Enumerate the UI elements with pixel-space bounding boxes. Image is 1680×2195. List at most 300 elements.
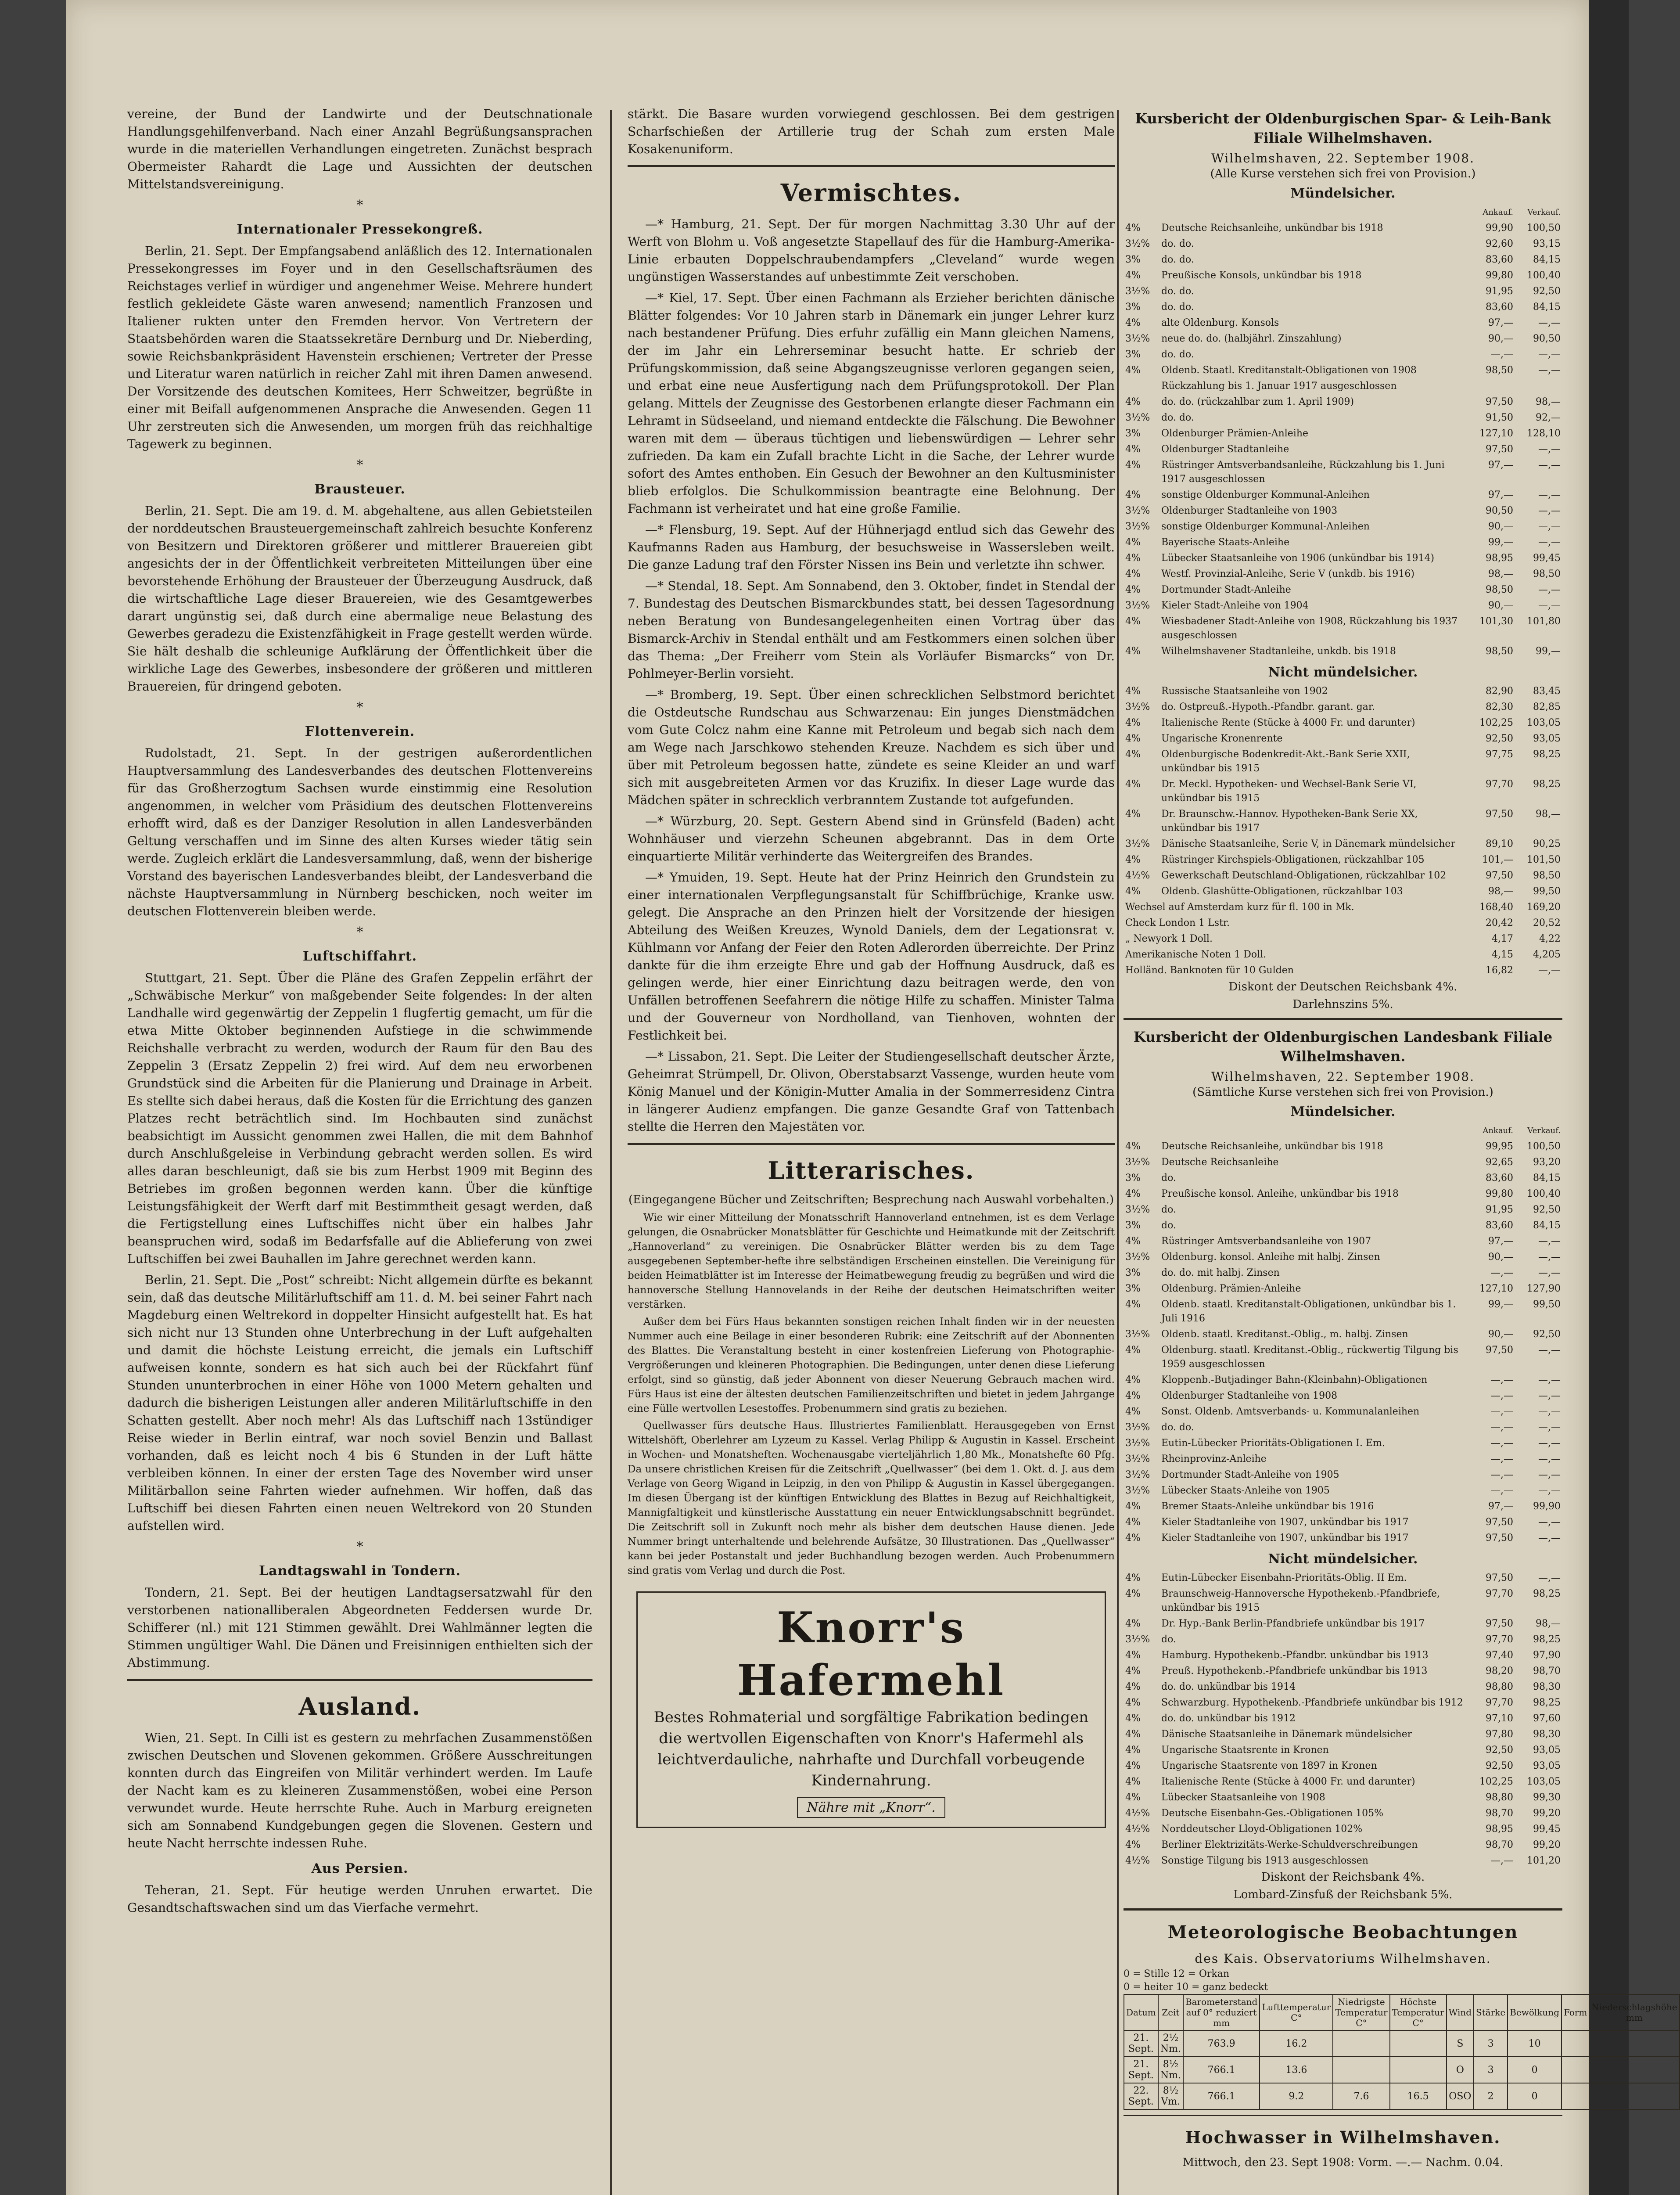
kurs-row: [1124, 1281, 1562, 1297]
wechsel-table: [1124, 900, 1562, 979]
rate-cell: 4%: [1125, 317, 1141, 328]
kurs-table-3: [1124, 1123, 1562, 1546]
section-rule: [127, 1679, 592, 1681]
rate-cell: 4%: [1125, 396, 1141, 407]
section-title: Aus Persien.: [311, 1861, 409, 1876]
verkauf-value: 92,50: [1533, 1204, 1561, 1215]
rate-cell: 4%: [1125, 1390, 1141, 1401]
rate-cell: 4½%: [1125, 1808, 1150, 1819]
ankauf-value: 99,—: [1488, 537, 1513, 548]
kurs-row: [1124, 566, 1562, 582]
rate-cell: 3½%: [1125, 1469, 1150, 1480]
security-name: Westf. Provinzial-Anleihe, Serie V (unkdb. bis 1916): [1161, 569, 1414, 579]
meteo-title: Meteorologische Beobachtungen: [1167, 1922, 1518, 1943]
verkauf-value: 84,15: [1533, 1220, 1561, 1231]
ankauf-value: 127,10: [1479, 428, 1513, 439]
section-title-vermischtes: Vermischtes.: [780, 179, 962, 207]
ankauf-value: 99,—: [1488, 1299, 1513, 1310]
meteo-cell: O: [1447, 2057, 1474, 2083]
kurs-row: [1124, 1155, 1562, 1170]
security-name: Oldenburg. Prämien-Anleihe: [1161, 1283, 1301, 1294]
meteo-cell: 2: [1474, 2083, 1508, 2109]
rate-cell: 4%: [1125, 1572, 1141, 1583]
security-name: Kloppenb.-Butjadinger Bahn-(Kleinbahn)-Obligationen: [1161, 1375, 1428, 1385]
kurs-table-2: [1124, 684, 1562, 900]
section-rule: [628, 165, 1115, 167]
rate-cell: 4%: [1125, 553, 1141, 564]
verkauf-value: —,—: [1538, 444, 1561, 455]
ankauf-value: —,—: [1491, 349, 1513, 360]
security-name: Eutin-Lübecker Eisenbahn-Prioritäts-Oblig. II Em.: [1161, 1572, 1407, 1583]
security-name: Ungarische Kronenrente: [1161, 733, 1283, 744]
kurs-row: [1124, 1742, 1562, 1758]
verkauf-value: —,—: [1538, 584, 1561, 595]
article-text: —* Ymuiden, 19. Sept. Heute hat der Prinz Heinrich den Grundstein zu einer internationalen Verpflegungsanstalt für Schiffbrüchige, Kranke usw. gelegt. Die Ansprache an den Prinzen hielt der Vorsitzende der hiesigen Abteilung des Weißen Kreuzes, Wynold Daniels, dem der Legationsrat v. Kühlmann vor Anfang der Feier den Roten Adlerorden überreichte. Der Prinz dankte für die ihm erzeigte Ehre und gab der Hoffnung Ausdruck, daß es gelingen werde, hier einer Einrichtung dazu beitragen werde, den von Unfällen betroffenen Seefahrern die nötige Hilfe zu schaffen. Minister Talma und der Gouverneur von Nordholland, van Tienhoven, wohnten der Festlichkeit bei.: [628, 870, 1115, 1043]
meteo-cell: [1390, 2057, 1447, 2083]
page-edge-shadow: [1589, 0, 1629, 2195]
ad-brand: Knorr's: [777, 1603, 966, 1652]
meteo-cell: [1333, 2057, 1389, 2083]
rate-cell: 4%: [1125, 584, 1141, 595]
verkauf-value: 101,50: [1527, 854, 1561, 865]
kurs-row: [1124, 268, 1562, 284]
rate-cell: 3½%: [1125, 1157, 1150, 1168]
ankauf-value: 91,95: [1486, 286, 1513, 297]
rate-cell: 3%: [1125, 349, 1141, 360]
ankauf-value: 97,50: [1486, 1517, 1513, 1528]
ankauf-value: —,—: [1491, 1375, 1513, 1385]
rate-cell: 4%: [1125, 1533, 1141, 1544]
meteo-col-header: Höchste Temperatur C°: [1390, 1994, 1447, 2030]
rate-cell: 3½%: [1125, 702, 1150, 712]
kurs-row: [1124, 284, 1562, 299]
ankauf-value: 97,—: [1488, 1236, 1513, 1247]
meteo-row: [1124, 2030, 1680, 2057]
kurs-row: [1124, 1499, 1562, 1515]
verkauf-value: —,—: [1538, 349, 1561, 360]
security-name: Italienische Rente (Stücke à 4000 Fr. und darunter): [1161, 717, 1415, 728]
kurs-row: [1124, 457, 1562, 487]
meteo-rows: [1124, 2030, 1680, 2109]
rate-cell: 4%: [1125, 569, 1141, 579]
rate-cell: 4%: [1125, 537, 1141, 548]
ankauf-value: 82,30: [1486, 702, 1513, 712]
rate-cell: 3½%: [1125, 1454, 1150, 1465]
verkauf-value: 98,—: [1536, 809, 1561, 820]
kurs-row: [1124, 236, 1562, 252]
ankauf-value: 99,80: [1486, 1188, 1513, 1199]
security-name: Ungarische Staatsrente in Kronen: [1161, 1745, 1329, 1756]
rate-cell: 4½%: [1125, 1824, 1150, 1835]
verkauf-value: 99,—: [1536, 646, 1561, 657]
verkauf-value: 99,50: [1533, 886, 1561, 897]
ankauf-value: —,—: [1491, 1390, 1513, 1401]
rate-cell: 4%: [1125, 1776, 1141, 1787]
kurs-row: [1124, 582, 1562, 598]
rate-cell: 4%: [1125, 1141, 1141, 1152]
security-name: do. do. unkündbar bis 1912: [1161, 1713, 1296, 1724]
ankauf-value: 97,10: [1486, 1713, 1513, 1724]
verkauf-value: 93,05: [1533, 733, 1561, 744]
ankauf-value: 20,42: [1486, 918, 1513, 928]
security-name: Sonstige Tilgung bis 1913 ausgeschlossen: [1161, 1855, 1368, 1866]
wechsel-row: [1124, 963, 1562, 979]
meteo-cell: [1589, 2083, 1679, 2109]
col-head-ankauf: Ankauf.: [1483, 208, 1513, 217]
kurs-row: [1124, 519, 1562, 535]
verkauf-value: 169,20: [1527, 902, 1561, 913]
rate-cell: 4%: [1125, 854, 1141, 865]
verkauf-value: —,—: [1538, 1572, 1561, 1583]
meteo-cell: [1390, 2030, 1447, 2057]
advertisement-knorr: [636, 1591, 1106, 1828]
security-name: Dortmunder Stadt-Anleihe: [1161, 584, 1291, 595]
article-text: —* Kiel, 17. Sept. Über einen Fachmann als Erzieher berichten dänische Blätter folgendes: Vor 10 Jahren starb in Dänemark ein junger Lehrer kurz nach bestandener Prüfung. Dies erfuhr zufällig ein Mann gleichen Namens, der im Jahr ein Lehrerseminar besucht hatte. Er schrieb der Prüfungskommission, daß seine Abgangszeugnisse verloren gegangen seien, und erbat eine neue Ausfertigung nach dem Prüfungsprotokoll. Der Plan gelang. Mittels der Zeugnisse des Gestorbenen erlangte dieser Fachmann ein Lehramt in Südseeland, und niemand entdeckte die Fälschung. Die Bewohner waren mit dem — überaus tüchtigen und liebenswürdigen — Lehrer sehr zufrieden. Da kam ein Zufall brachte Licht in die Sache, der Lehrer wurde sofort des Amtes enthoben. Ein Gesuch der Bewohner an den Kultusminister blieb erfolglos. Die Schulkommission beantragte eine Belohnung. Der Fachmann ist verheiratet und hat eine große Familie.: [628, 291, 1115, 516]
verkauf-value: 4,22: [1539, 933, 1561, 944]
separator-star: *: [356, 457, 363, 473]
ankauf-value: —,—: [1491, 1485, 1513, 1496]
rate-cell: 3½%: [1125, 333, 1150, 344]
meteo-cell: [1589, 2030, 1679, 2057]
ankauf-value: 90,—: [1488, 600, 1513, 611]
verkauf-value: 92,—: [1536, 412, 1561, 423]
ankauf-value: 97,50: [1486, 1533, 1513, 1544]
kurs-row: [1124, 1139, 1562, 1155]
rate-cell: 4%: [1125, 1236, 1141, 1247]
kurs-row: [1124, 1265, 1562, 1281]
ankauf-value: 89,10: [1486, 838, 1513, 849]
kurs-row: [1124, 1530, 1562, 1546]
verkauf-value: —,—: [1538, 1252, 1561, 1263]
kurs-row: [1124, 1249, 1562, 1265]
security-name: Rückzahlung bis 1. Januar 1917 ausgeschlossen: [1161, 381, 1397, 392]
kurs-row: [1124, 1632, 1562, 1648]
meteo-row: [1124, 2083, 1680, 2109]
rate-cell: 3½%: [1125, 1438, 1150, 1449]
verkauf-value: 92,50: [1533, 1329, 1561, 1340]
hochwasser-text: Mittwoch, den 23. Sept 1908: Vorm. —.— Nachm. 0.04.: [1182, 2156, 1504, 2169]
kurs-rows: [1124, 220, 1562, 659]
security-name: Dr. Hyp.-Bank Berlin-Pfandbriefe unkündbar bis 1917: [1161, 1618, 1425, 1629]
ankauf-value: 16,82: [1486, 965, 1513, 976]
ankauf-value: 97,80: [1486, 1729, 1513, 1740]
meteo-cell: [1333, 2030, 1389, 2057]
column-left: [127, 105, 592, 1920]
verkauf-value: —,—: [1538, 1422, 1561, 1433]
kurs-row: [1124, 598, 1562, 614]
security-name: Russische Staatsanleihe von 1902: [1161, 686, 1328, 697]
verkauf-value: 4,205: [1533, 949, 1561, 960]
security-name: do. do. mit halbj. Zinsen: [1161, 1267, 1280, 1278]
rate-cell: 3½%: [1125, 1329, 1150, 1340]
ankauf-value: 83,60: [1486, 1220, 1513, 1231]
meteo-cell: 0: [1508, 2083, 1562, 2109]
rate-cell: 4%: [1125, 1375, 1141, 1385]
security-name: do.: [1161, 1173, 1176, 1184]
rate-cell: 4%: [1125, 444, 1141, 455]
security-name: Dänische Staatsanleihe in Dänemark mündelsicher: [1161, 1729, 1412, 1740]
ankauf-value: 92,60: [1486, 238, 1513, 249]
rate-cell: 4%: [1125, 1501, 1141, 1512]
security-name: Dortmunder Stadt-Anleihe von 1905: [1161, 1469, 1339, 1480]
col-head-ankauf: Ankauf.: [1483, 1126, 1513, 1135]
meteo-cell: 8½ Vm.: [1158, 2083, 1183, 2109]
rate-cell: 4%: [1125, 1760, 1141, 1771]
ankauf-value: 102,25: [1479, 1776, 1513, 1787]
kurs-row: [1124, 299, 1562, 315]
kurs-row: [1124, 644, 1562, 659]
security-name: Deutsche Eisenbahn-Ges.-Obligationen 105%: [1161, 1808, 1384, 1819]
security-name: neue do. do. (halbjährl. Zinszahlung): [1161, 333, 1342, 344]
kurs-row: [1124, 1616, 1562, 1632]
meteo-col-header: Niederschlagshöhe mm: [1589, 1994, 1679, 2030]
verkauf-value: —,—: [1538, 600, 1561, 611]
security-name: do. do.: [1161, 349, 1194, 360]
article-text: Rudolstadt, 21. Sept. In der gestrigen außerordentlichen Hauptversammlung des Landesverbandes des deutschen Flottenvereins für das Großherzogtum Sachsen wurde einstimmig eine Resolution angenommen, in welcher vom Präsidium des deutschen Flottenvereins erhofft wird, daß es der Danziger Resolution in allen Landesverbänden Geltung verschaffen und im Sinne des alten Kurses wieder tätig sein werde. Zugleich erklärt die Landesversammlung, daß, wenn der bisherige Vorstand des bayerischen Landesverbandes bleibt, der Landesverband die nächste Hauptversammlung in Nürnberg beschicken, noch weiter im deutschen Flottenverein bleiben werde.: [127, 746, 592, 918]
ankauf-value: 98,70: [1486, 1808, 1513, 1819]
rate-cell: 4%: [1125, 1666, 1141, 1677]
kurs-row: [1124, 1570, 1562, 1586]
wechsel-name: Amerikanische Noten 1 Doll.: [1125, 949, 1267, 960]
security-name: do.: [1161, 1220, 1176, 1231]
meteo-cell: 766.1: [1183, 2057, 1260, 2083]
security-name: Lübecker Staats-Anleihe von 1905: [1161, 1485, 1330, 1496]
rate-cell: 3½%: [1125, 838, 1150, 849]
table-section-title: Mündelsicher.: [1290, 186, 1396, 201]
rate-cell: 4%: [1125, 1517, 1141, 1528]
article-text: Tondern, 21. Sept. Bei der heutigen Landtagsersatzwahl für den verstorbenen nationalliberalen Abgeordneten Feddersen wurde Dr. Schifferer (nl.) mit 121 Stimmen gewählt. Drei Wahlmänner legten die Stimmen ungültiger Wahl. Die Dänen und Freisinnigen enthielten sich der Abstimmung.: [127, 1585, 592, 1670]
meteo-col-header: Datum: [1124, 1994, 1158, 2030]
wechsel-row: [1124, 900, 1562, 915]
rate-cell: 4%: [1125, 1345, 1141, 1356]
verkauf-value: 99,45: [1533, 553, 1561, 564]
article-text: Teheran, 21. Sept. Für heutige werden Unruhen erwartet. Die Gesandtschaftswachen sind um das Vierfache vermehrt.: [127, 1883, 592, 1915]
section-title-litterarisches: Litterarisches.: [768, 1156, 975, 1184]
meteo-head-row: [1124, 1994, 1680, 2030]
security-name: Wiesbadener Stadt-Anleihe von 1908, Rückzahlung bis 1937 ausgeschlossen: [1161, 616, 1458, 641]
security-name: Rüstringer Kirchspiels-Obligationen, rückzahlbar 105: [1161, 854, 1425, 865]
verkauf-value: —,—: [1538, 1533, 1561, 1544]
kursbericht-title-1: Kursbericht der Oldenburgischen Spar- & Leih-Bank Filiale Wilhelmshaven.: [1135, 110, 1551, 146]
col-head-verkauf: Verkauf.: [1527, 1126, 1561, 1135]
ankauf-value: [1468, 378, 1515, 394]
separator-star: *: [356, 700, 363, 715]
kurs-row: [1124, 1821, 1562, 1837]
meteo-col-header: Niedrigste Temperatur C°: [1333, 1994, 1389, 2030]
article-text: —* Stendal, 18. Sept. Am Sonnabend, den 3. Oktober, findet in Stendal der 7. Bundestag des Deutschen Bismarckbundes statt, bei dessen Tagesordnung neben Beratung von Bundesangelegenheiten einen Vortrag über das Bismarck-Archiv in Stendal enthält und am Festkommers einen solchen über das Thema: „Der Freiherr vom Stein als Vorläufer Bismarcks“ von Dr. Pohlmeyer-Berlin vorsieht.: [628, 579, 1115, 681]
meteo-cell: [1562, 2083, 1589, 2109]
kurs-row: [1124, 1586, 1562, 1616]
ankauf-value: 82,90: [1486, 686, 1513, 697]
meteo-cell: S: [1447, 2030, 1474, 2057]
rate-cell: 4%: [1125, 1588, 1141, 1599]
security-name: Bayerische Staats-Anleihe: [1161, 537, 1290, 548]
meteo-cell: 763.9: [1183, 2030, 1260, 2057]
kurs-table-4: [1124, 1570, 1562, 1869]
article-text: Berlin, 21. Sept. Der Empfangsabend anläßlich des 12. Internationalen Pressekongresses im Foyer und in den Gesellschaftsräumen des Reichstages verlief in würdiger und angenehmer Weise. Mehrere hundert festlich gekleidete Gäste waren anwesend; namentlich Franzosen und Italiener rukten unter den Fremden hervor. Von Vertretern der Staatsbehörden waren die Staatssekretäre Dernburg und Dr. Nieberding, sowie Reichsbankpräsident Havenstein erschienen; Vertreter der Presse und Literatur waren natürlich in reicher Zahl mit ihren Damen anwesend. Der Vorsitzende des deutschen Komitees, Herr Schweitzer, begrüßte in einer mit Beifall aufgenommenen Ansprache die Anwesenden. Gegen 11 Uhr zerstreuten sich die Anwesenden, um morgen früh das reichhaltige Tagewerk zu beginnen.: [127, 244, 592, 451]
security-name: Dänische Staatsanleihe, Serie V, in Dänemark mündelsicher: [1161, 838, 1455, 849]
security-name: Oldenburger Prämien-Anleihe: [1161, 428, 1309, 439]
kurs-row: [1124, 715, 1562, 731]
verkauf-value: 93,15: [1533, 238, 1561, 249]
ankauf-value: 98,95: [1486, 1824, 1513, 1835]
meteo-legend-wind: 0 = Stille 12 = Orkan: [1124, 1968, 1230, 1979]
ankauf-value: 127,10: [1479, 1283, 1513, 1294]
rate-cell: 4%: [1125, 489, 1141, 500]
verkauf-value: 84,15: [1533, 1173, 1561, 1184]
meteo-cell: OSO: [1447, 2083, 1474, 2109]
article-text: —* Hamburg, 21. Sept. Der für morgen Nachmittag 3.30 Uhr auf der Werft von Blohm u. Voß angesetzte Stapellauf des für die Hamburg-Amerika-Linie erbauten Doppelschraubendampfers „Cleveland“ wurde wegen ungünstigen Wasserstandes auf unbestimmte Zeit verschoben.: [628, 217, 1115, 284]
security-name: Oldenburgische Bodenkredit-Akt.-Bank Serie XXII, unkündbar bis 1915: [1161, 749, 1410, 774]
article-text: Wie wir einer Mitteilung der Monatsschrift Hannoverland entnehmen, ist es dem Verlage gelungen, die Osnabrücker Monatsblätter für Geschichte und Heimatkunde mit der Zeitschrift „Hannoverland“ zu vereinigen. Die Osnabrücker Blätter werden bis zu dem Tage ausgegebenen September-hefte ihre selbständigen Erscheinen einstellen. Die Vereinigung für beiden Heimatblätter ist im Interesse der Heimatbewegung freudig zu begrüßen und wird die hannoversche Stellung Hannovelands in der Reihe der deutschen Heimatschriften weiter verstärken.: [628, 1212, 1115, 1310]
kurs-row: [1124, 1648, 1562, 1663]
meteo-cell: 16.5: [1390, 2083, 1447, 2109]
wechsel-name: Check London 1 Lstr.: [1125, 918, 1230, 928]
verkauf-value: 98,50: [1533, 569, 1561, 579]
verkauf-value: —,—: [1538, 317, 1561, 328]
kurs-row: [1124, 426, 1562, 442]
security-name: Kieler Stadtanleihe von 1907, unkündbar bis 1917: [1161, 1533, 1409, 1544]
section-rule: [1124, 1908, 1562, 1911]
section-rule: [628, 1143, 1115, 1145]
section-title: Brausteuer.: [314, 482, 406, 497]
kurs-row: [1124, 315, 1562, 331]
kurs-row: [1124, 868, 1562, 884]
verkauf-value: —,—: [1538, 1267, 1561, 1278]
rate-cell: 4%: [1125, 886, 1141, 897]
verkauf-value: —,—: [1538, 505, 1561, 516]
security-name: Oldenburg. konsol. Anleihe mit halbj. Zinsen: [1161, 1252, 1380, 1263]
kurs-row: [1124, 1806, 1562, 1821]
security-name: Kieler Stadt-Anleihe von 1904: [1161, 600, 1309, 611]
verkauf-value: 20,52: [1533, 918, 1561, 928]
rate-cell: 4½%: [1125, 870, 1150, 881]
verkauf-value: —,—: [1538, 537, 1561, 548]
security-name: Gewerkschaft Deutschland-Obligationen, rückzahlbar 102: [1161, 870, 1447, 881]
ankauf-value: 97,40: [1486, 1650, 1513, 1661]
column-rule: [610, 110, 612, 2195]
ankauf-value: 99,90: [1486, 223, 1513, 234]
verkauf-value: 98,50: [1533, 870, 1561, 881]
ankauf-value: 97,70: [1486, 1588, 1513, 1599]
kursbericht-note-1: (Alle Kurse verstehen sich frei von Provision.): [1210, 167, 1476, 180]
article-text: —* Lissabon, 21. Sept. Die Leiter der Studiengesellschaft deutscher Ärzte, Geheimrat Strümpell, Dr. Olivon, Oberstabsarzt Vassenge, wurden heute vom König Manuel und der Königin-Mutter Amalia in der Sommerresidenz Cintra in längerer Audienz empfangen. Die ganze Gesandte Graf von Tattenbach stellte die Herren den Majestäten vor.: [628, 1049, 1115, 1134]
verkauf-value: 98,70: [1533, 1666, 1561, 1677]
rate-cell: 4%: [1125, 733, 1141, 744]
verkauf-value: 92,50: [1533, 286, 1561, 297]
kurs-rows: [1124, 1139, 1562, 1546]
verkauf-value: 98,25: [1533, 749, 1561, 760]
ankauf-value: 97,—: [1488, 460, 1513, 471]
rate-cell: 3½%: [1125, 600, 1150, 611]
security-name: Oldenburger Stadtanleihe von 1903: [1161, 505, 1338, 516]
rate-cell: 4%: [1125, 809, 1141, 820]
ankauf-value: 92,50: [1486, 733, 1513, 744]
security-name: Italienische Rente (Stücke à 4000 Fr. und darunter): [1161, 1776, 1415, 1787]
meteo-legend-cloud: 0 = heiter 10 = ganz bedeckt: [1124, 1982, 1268, 1993]
kurs-row: [1124, 1711, 1562, 1727]
security-name: do. do.: [1161, 1422, 1194, 1433]
kursbericht-note-2: (Sämtliche Kurse verstehen sich frei von Provision.): [1192, 1086, 1493, 1099]
kurs-row: [1124, 1727, 1562, 1742]
verkauf-value: 93,20: [1533, 1157, 1561, 1168]
meteo-cell: 21. Sept.: [1124, 2030, 1158, 2057]
security-name: Preußische konsol. Anleihe, unkündbar bis 1918: [1161, 1188, 1399, 1199]
verkauf-value: —,—: [1538, 365, 1561, 376]
kurs-row: [1124, 347, 1562, 363]
section-subtitle: (Eingegangene Bücher und Zeitschriften; Besprechung nach Auswahl vorbehalten.): [628, 1193, 1114, 1206]
verkauf-value: 100,50: [1527, 223, 1561, 234]
security-name: Wilhelmshavener Stadtanleihe, unkdb. bis 1918: [1161, 646, 1396, 657]
rate-cell: 3%: [1125, 254, 1141, 265]
security-name: Braunschweig-Hannoversche Hypothekenb.-Pfandbriefe, unkündbar bis 1915: [1161, 1588, 1440, 1613]
ankauf-value: 98,80: [1486, 1792, 1513, 1803]
section-title-ausland: Ausland.: [298, 1692, 421, 1720]
kurs-row: [1124, 1404, 1562, 1420]
rate-cell: 3½%: [1125, 1204, 1150, 1215]
kurs-row: [1124, 1663, 1562, 1679]
verkauf-value: 99,50: [1533, 1299, 1561, 1310]
kurs-row: [1124, 747, 1562, 777]
kurs-row: [1124, 884, 1562, 900]
wechsel-name: Holländ. Banknoten für 10 Gulden: [1125, 965, 1294, 976]
ankauf-value: 98,95: [1486, 553, 1513, 564]
meteo-cell: 22. Sept.: [1124, 2083, 1158, 2109]
verkauf-value: 101,80: [1527, 616, 1561, 627]
rate-cell: 3½%: [1125, 1252, 1150, 1263]
security-name: Kieler Stadtanleihe von 1907, unkündbar bis 1917: [1161, 1517, 1409, 1528]
meteo-cell: 8½ Nm.: [1158, 2057, 1183, 2083]
security-name: Oldenb. staatl. Kreditanstalt-Obligationen, unkündbar bis 1. Juli 1916: [1161, 1299, 1456, 1324]
meteo-col-header: Bewölkung: [1508, 1994, 1562, 2030]
ankauf-value: 90,50: [1486, 505, 1513, 516]
meteo-cell: 766.1: [1183, 2083, 1260, 2109]
diskont-text: Diskont der Reichsbank 4%.: [1261, 1871, 1425, 1884]
security-name: do.: [1161, 1204, 1176, 1215]
verkauf-value: 93,05: [1533, 1760, 1561, 1771]
ankauf-value: 97,70: [1486, 779, 1513, 790]
security-name: Ungarische Staatsrente von 1897 in Kronen: [1161, 1760, 1377, 1771]
ankauf-value: —,—: [1491, 1855, 1513, 1866]
meteo-cell: 3: [1474, 2030, 1508, 2057]
rate-cell: 4%: [1125, 365, 1141, 376]
rate-cell: 3%: [1125, 1220, 1141, 1231]
rate-cell: 4%: [1125, 779, 1141, 790]
security-name: Oldenb. Staatl. Kreditanstalt-Obligationen von 1908: [1161, 365, 1417, 376]
kurs-table-1: [1124, 205, 1562, 659]
kurs-row: [1124, 1679, 1562, 1695]
ankauf-value: 83,60: [1486, 1173, 1513, 1184]
verkauf-value: 128,10: [1527, 428, 1561, 439]
ankauf-value: 97,70: [1486, 1697, 1513, 1708]
section-rule: [1124, 2115, 1562, 2116]
rate-cell: 4%: [1125, 1188, 1141, 1199]
article-text: Stuttgart, 21. Sept. Über die Pläne des Grafen Zeppelin erfährt der „Schwäbische Merkur“ von maßgebender Seite folgendes: In der alten Landhalle wird gegenwärtig der Zeppelin 1 flugfertig gemacht, um für die etwa Mitte Oktober beginnenden Aufstiege in die schwimmende Reichshalle verbracht zu werden, wodurch der Raum für den Bau des Zeppelin 3 (Ersatz Zeppelin 2) frei wird. Auf dem neu erworbenen Grundstück sind die Arbeiten für die Planierung und Drainage in Arbeit. Es stellte sich dabei heraus, daß die Kosten für die Errichtung des ganzen Platzes recht beträchtlich sind. Im Hochbauten sind zunächst beabsichtigt im Aussicht genommen zwei Hallen, die mit dem Bahnhof durch Anschlußgeleise in Verbindung gebracht werden sollen. Es wird alles daran beschleunigt, daß sie bis zum Herbst 1909 mit Beginn des Betriebes im großen begonnen werden kann. Über die künftige Leistungsfähigkeit der Werft darf mit Bestimmtheit gesagt werden, daß die Fertigstellung eines Luftschiffes nicht über ein halbes Jahr beanspruchen wird, sodaß im Bedarfsfalle auf die Ablieferung von zwei Luftschiffen bei zwei Bauhallen im Jahre gerechnet werden kann.: [127, 971, 592, 1266]
ankauf-value: 90,—: [1488, 1329, 1513, 1340]
verkauf-value: 97,60: [1533, 1713, 1561, 1724]
security-name: Eutin-Lübecker Prioritäts-Obligationen I. Em.: [1161, 1438, 1385, 1449]
rate-cell: 3½%: [1125, 1634, 1150, 1645]
verkauf-value: —,—: [1538, 965, 1561, 976]
ankauf-value: 4,17: [1492, 933, 1513, 944]
verkauf-value: 98,25: [1533, 1634, 1561, 1645]
security-name: Sonst. Oldenb. Amtsverbands- u. Kommunalanleihen: [1161, 1406, 1420, 1417]
ankauf-value: 92,50: [1486, 1745, 1513, 1756]
rate-cell: 4%: [1125, 1792, 1141, 1803]
ankauf-value: 97,50: [1486, 1345, 1513, 1356]
kurs-row: [1124, 1774, 1562, 1790]
verkauf-value: 83,45: [1533, 686, 1561, 697]
